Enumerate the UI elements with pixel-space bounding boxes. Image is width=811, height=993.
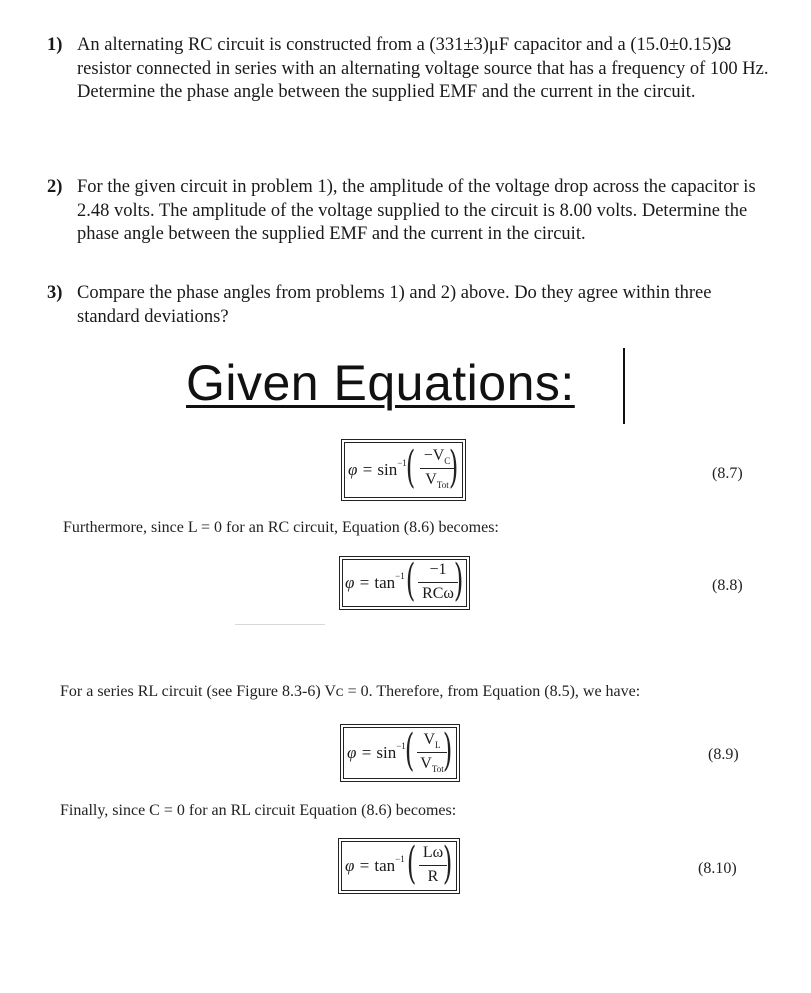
problem-1-text: An alternating RC circuit is constructed from a (331±3)μF capacitor and a (15.0±0.15)Ω resistor connected in series with an alternating voltage source that has a frequency of 100 Hz. Determine the phase angle between the supplied EMF and the current in the circuit. [77,35,769,102]
equation-8-8-fraction [418,561,458,604]
scan-artifact-line [235,624,325,625]
function-name: sin [377,460,398,479]
equation-8-10-box [338,838,460,894]
exponent: −1 [397,458,407,469]
equation-8-8-number: (8.8) [712,577,743,594]
equation-8-9-number: (8.9) [708,746,739,763]
exponent: −1 [396,741,406,752]
function-name: tan [374,856,396,875]
equation-8-8-lhs: $\varphi = \tan^{-1}$ [345,571,405,592]
phi-symbol: φ [347,743,357,762]
left-paren: ( [405,555,416,606]
problem-1 [47,34,777,105]
problem-3-number: 3) [47,283,63,303]
equation-8-10-number: (8.10) [698,860,737,877]
phi-symbol: φ [348,460,358,479]
numerator-subscript: C [444,456,451,467]
exponent: −1 [395,854,405,865]
given-equations-heading: Given Equations: [186,355,575,411]
denominator: V [425,471,437,489]
left-paren: ( [406,838,417,889]
right-paren: ) [442,725,453,776]
equation-8-7-number: (8.7) [712,465,743,482]
left-paren: ( [404,725,415,776]
right-paren: ) [453,555,464,606]
numerator: Lω [422,844,444,861]
paragraph-rl-tan: Finally, since C = 0 for an RL circuit Equation (8.6) becomes: [60,802,457,819]
denominator: V [420,755,432,773]
numerator: −V [423,447,445,464]
left-paren: ( [405,442,416,493]
problem-2-number: 2) [47,177,63,197]
text-cursor [623,348,625,424]
equation-8-7-box [341,439,466,501]
numerator: −1 [429,561,447,578]
problem-2-text: For the given circuit in problem 1), the amplitude of the voltage drop across the capacitor is 2.48 volts. The amplitude of the voltage supplied to the circuit is 8.00 volts. Determine the phase angle between the supplied EMF and the current in the circuit. [77,177,756,244]
paragraph-rc-circuit: Furthermore, since L = 0 for an RC circuit, Equation (8.6) becomes: [63,519,499,536]
fraction-bar [418,582,458,583]
paragraph-rl-circuit: For a series RL circuit (see Figure 8.3-6) Vᴄ = 0. Therefore, from Equation (8.5), we have: [60,683,641,700]
equation-8-10-lhs: $\varphi = \tan^{-1}$ [345,854,405,875]
function-name: tan [374,573,396,592]
exponent: −1 [395,571,405,582]
problem-3 [47,282,777,329]
equation-8-9-lhs: $\varphi = \sin^{-1}$ [347,741,406,762]
function-name: sin [376,743,397,762]
equation-8-7-lhs: $\varphi = \sin^{-1}$ [348,458,407,479]
denominator-subscript: Tot [436,480,449,491]
problem-3-text: Compare the phase angles from problems 1) and 2) above. Do they agree within three standard deviations? [77,283,712,327]
right-paren: ) [442,838,453,889]
denominator: RCω [422,585,454,603]
numerator: V [423,731,436,748]
equation-8-8-box [339,556,470,610]
right-paren: ) [448,442,459,493]
denominator: R [427,868,439,886]
denominator-subscript: Tot [431,764,444,775]
phi-symbol: φ [345,573,355,592]
equation-8-9-box [340,724,460,782]
numerator-subscript: L [435,740,441,751]
problem-2 [47,176,777,247]
phi-symbol: φ [345,856,355,875]
problem-1-number: 1) [47,35,63,55]
